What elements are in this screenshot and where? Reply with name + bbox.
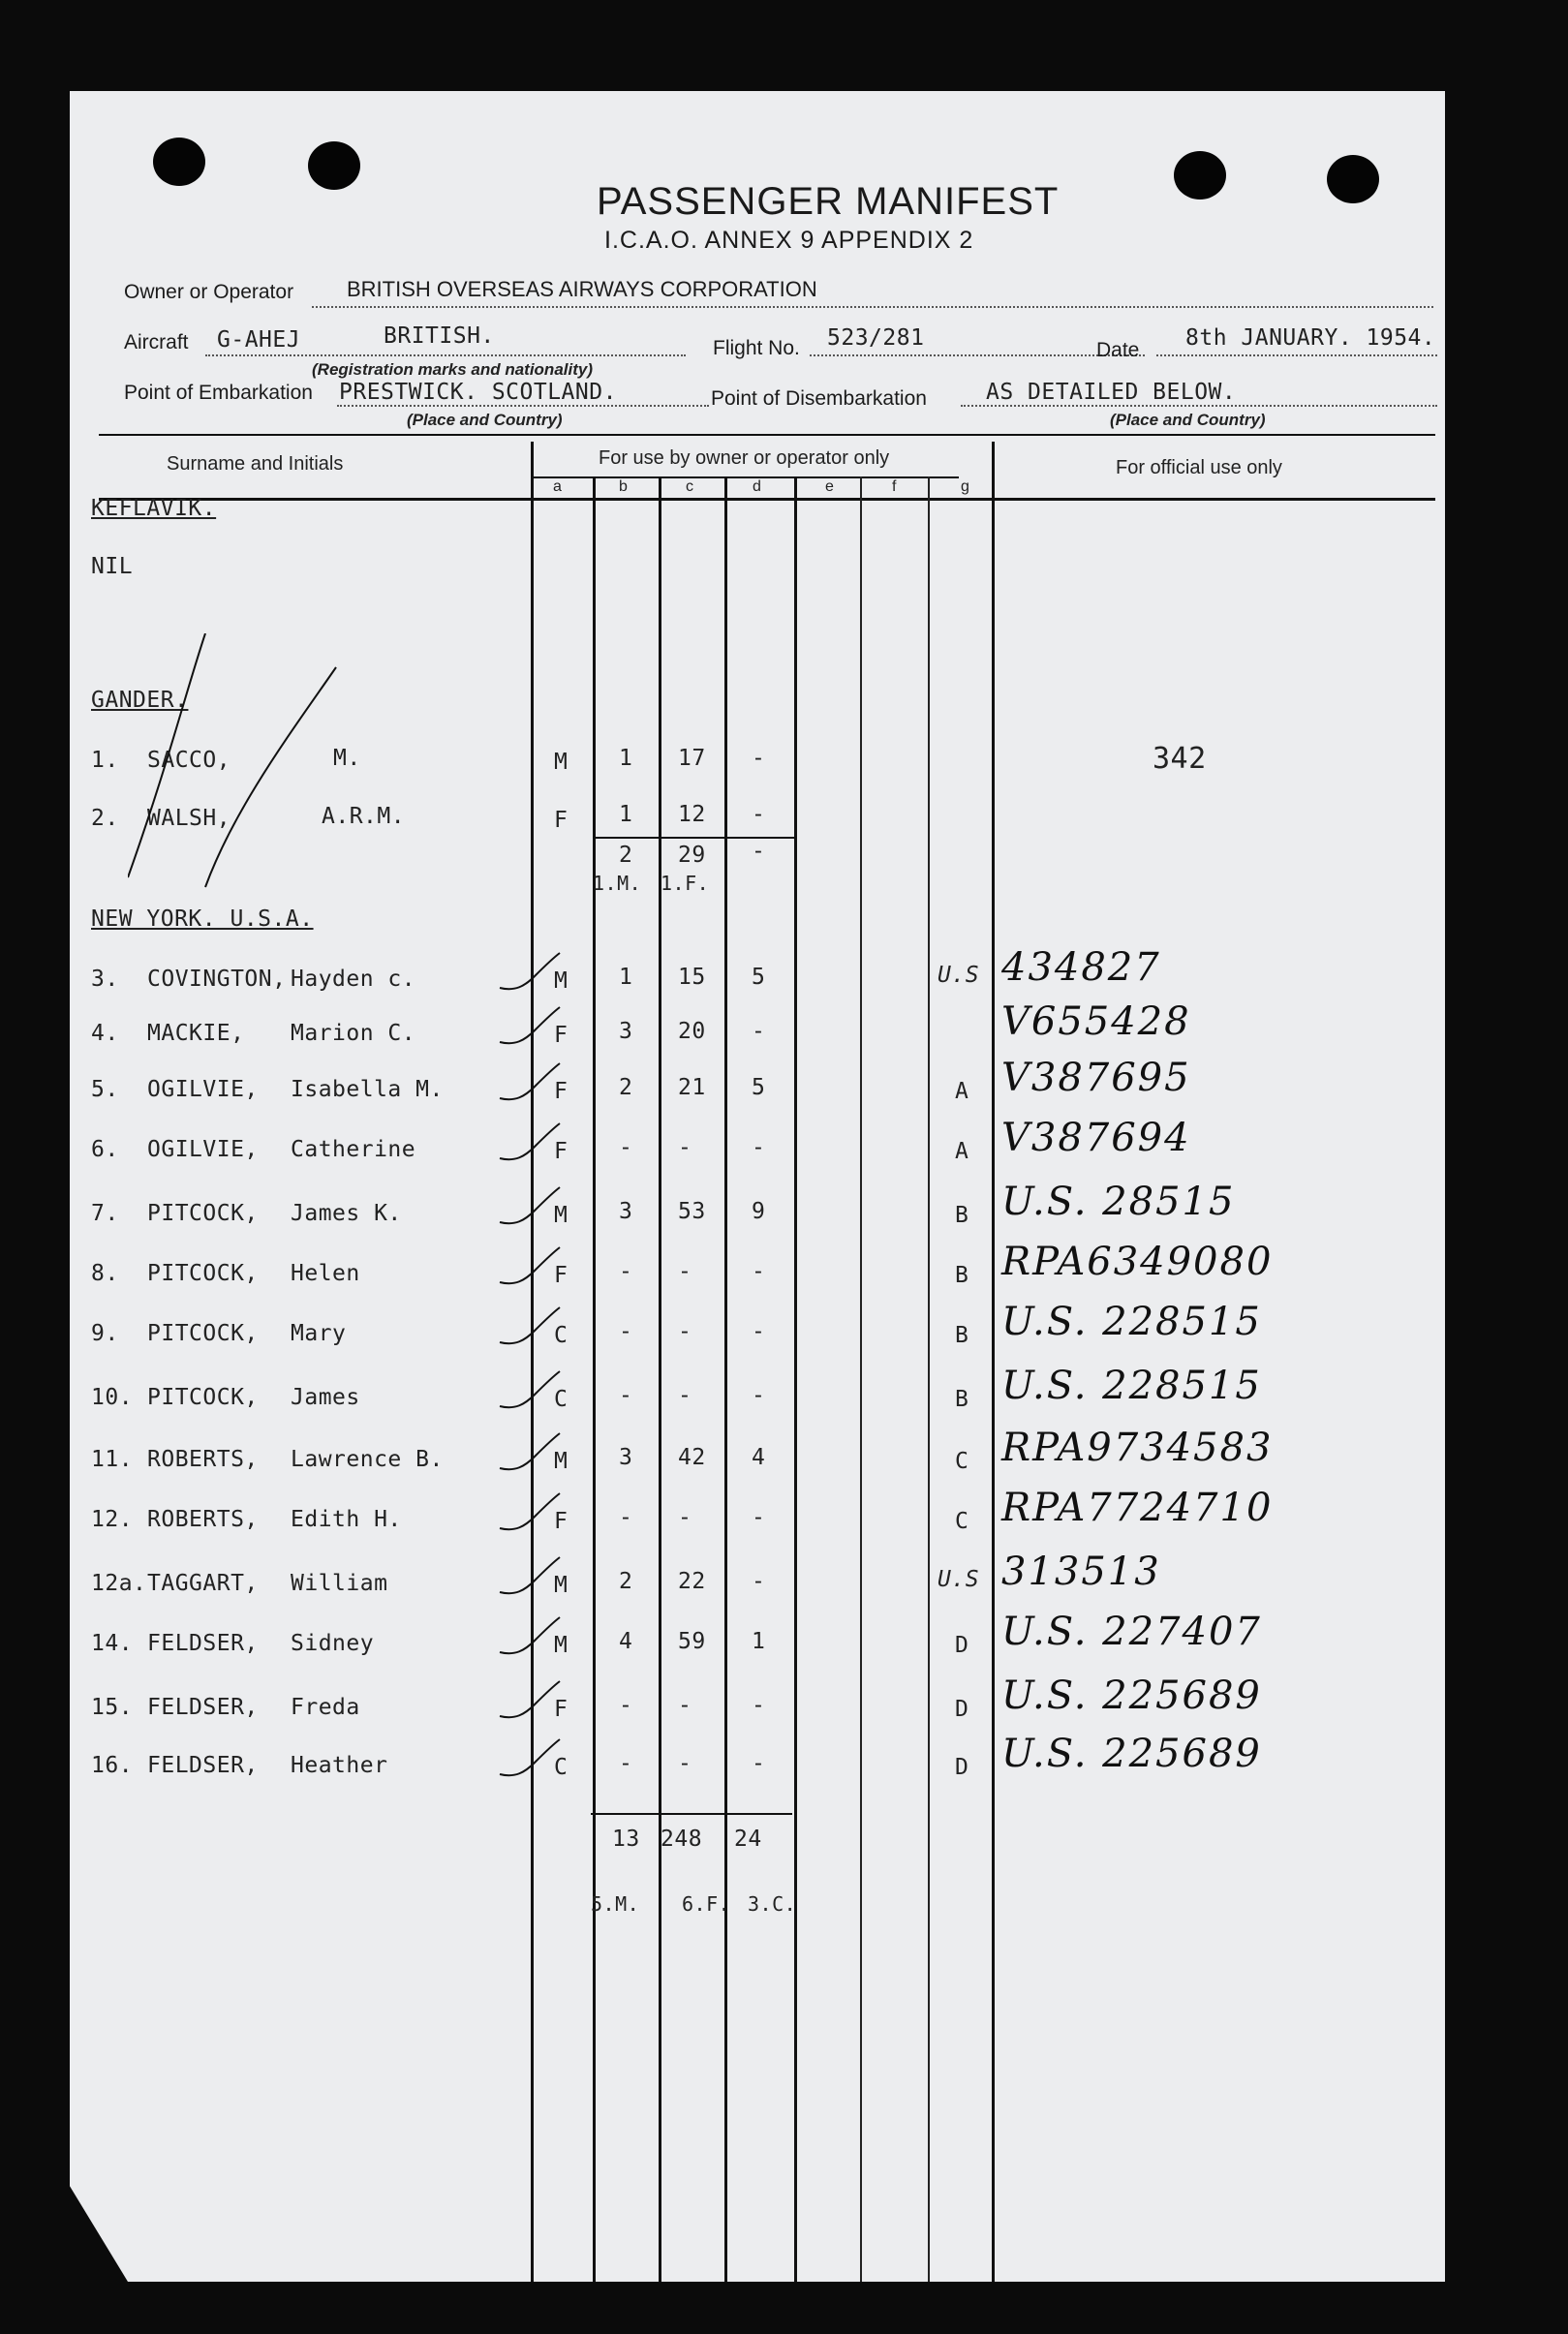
row-col-c: 53 [678, 1199, 706, 1224]
row-initials: Helen [291, 1261, 360, 1286]
row-col-d: - [752, 802, 766, 827]
check-mark-icon [496, 1003, 564, 1052]
row-col-g: C [955, 1449, 969, 1474]
section-gander: GANDER. [91, 688, 189, 713]
check-mark-icon [496, 1120, 564, 1168]
row-col-b: 1 [619, 965, 633, 990]
row-official-prefix: U.S [938, 1567, 980, 1592]
check-mark-icon [496, 1367, 564, 1416]
row-initials: William [291, 1571, 388, 1596]
row-col-b: 3 [619, 1019, 633, 1044]
check-mark-icon [496, 1677, 564, 1726]
row-col-a: C [554, 1323, 569, 1348]
row-col-a: F [554, 1139, 569, 1164]
row-initials: James [291, 1385, 360, 1410]
row-col-g: B [955, 1263, 969, 1288]
check-mark-icon [496, 1735, 564, 1784]
date-underline [1156, 354, 1437, 356]
row-official-number: U.S. 225689 [1001, 1674, 1262, 1718]
row-number: 6. [91, 1137, 119, 1162]
row-col-g: C [955, 1509, 969, 1534]
embark-value: PRESTWICK. SCOTLAND. [339, 380, 617, 405]
surname-column-header: Surname and Initials [167, 453, 344, 475]
column-divider-d [794, 476, 797, 2282]
row-col-c: 17 [678, 746, 706, 771]
row-official-number: V387695 [1001, 1056, 1191, 1100]
row-col-b: - [619, 1693, 633, 1718]
row-col-d: 4 [752, 1445, 766, 1470]
row-col-c: - [678, 1383, 692, 1408]
punch-hole [308, 141, 360, 190]
row-number: 11. [91, 1447, 134, 1472]
row-surname: FELDSER, [147, 1753, 259, 1778]
col-letter-a: a [553, 478, 562, 495]
column-divider-e [860, 476, 862, 2282]
section-keflavik: KEFLAVIK. [91, 496, 217, 521]
gander-summary-f: 1.F. [661, 872, 710, 895]
aircraft-label: Aircraft [124, 331, 189, 353]
row-initials: Sidney [291, 1631, 375, 1656]
row-col-d: - [752, 1019, 766, 1044]
row-number: 16. [91, 1753, 134, 1778]
row-number: 1. [91, 748, 119, 773]
column-divider-f [928, 476, 930, 2282]
row-surname: PITCOCK, [147, 1321, 259, 1346]
row-col-c: 22 [678, 1569, 706, 1594]
row-col-d: - [752, 1505, 766, 1530]
row-col-c: 59 [678, 1629, 706, 1654]
row-col-d: 9 [752, 1199, 766, 1224]
column-divider-a [593, 476, 596, 2282]
row-col-d: - [752, 1693, 766, 1718]
row-col-d: - [752, 1319, 766, 1344]
row-number: 8. [91, 1261, 119, 1286]
row-surname: OGILVIE, [147, 1137, 259, 1162]
row-col-b: 2 [619, 1569, 633, 1594]
row-official-number: 313513 [1001, 1550, 1161, 1594]
flight-underline [810, 354, 1145, 356]
row-surname: ROBERTS, [147, 1507, 259, 1532]
owner-label: Owner or Operator [124, 281, 294, 303]
aircraft-value: G-AHEJ [217, 327, 301, 353]
row-initials: Lawrence B. [291, 1447, 444, 1472]
check-mark-icon [496, 1060, 564, 1108]
place-note-right: (Place and Country) [1110, 411, 1266, 429]
row-initials: Hayden c. [291, 967, 416, 992]
col-letter-d: d [753, 478, 761, 495]
row-number: 5. [91, 1077, 119, 1102]
row-col-c: 12 [678, 802, 706, 827]
row-col-b: 1 [619, 746, 633, 771]
row-col-b: - [619, 1319, 633, 1344]
date-label: Date [1096, 339, 1140, 361]
row-col-a: C [554, 1755, 569, 1780]
row-surname: PITCOCK, [147, 1201, 259, 1226]
row-number: 9. [91, 1321, 119, 1346]
row-col-c: - [678, 1319, 692, 1344]
row-col-b: - [619, 1259, 633, 1284]
check-mark-icon [496, 1183, 564, 1232]
row-official-number: U.S. 28515 [1001, 1180, 1236, 1224]
row-col-g: B [955, 1387, 969, 1412]
section-keflavik-nil: NIL [91, 554, 134, 579]
row-col-b: - [619, 1751, 633, 1776]
table-header-rule [99, 498, 1435, 501]
row-col-g: A [955, 1079, 969, 1104]
row-number: 2. [91, 806, 119, 831]
row-col-b: - [619, 1135, 633, 1160]
row-col-a: F [554, 1079, 569, 1104]
ny-summary-f: 6.F. [682, 1892, 731, 1916]
row-number: 3. [91, 967, 119, 992]
row-col-a: F [554, 1023, 569, 1048]
disembark-value: AS DETAILED BELOW. [986, 380, 1237, 405]
row-col-d: - [752, 1259, 766, 1284]
row-col-c: 21 [678, 1075, 706, 1100]
row-col-g: D [955, 1755, 969, 1780]
row-col-d: - [752, 1135, 766, 1160]
row-official-number: U.S. 225689 [1001, 1732, 1262, 1776]
check-mark-icon [496, 1489, 564, 1538]
row-col-g: B [955, 1323, 969, 1348]
row-surname: SACCO, [147, 748, 231, 773]
row-number: 12a. [91, 1571, 147, 1596]
embark-label: Point of Embarkation [124, 382, 313, 404]
row-col-a: M [554, 1449, 569, 1474]
row-surname: ROBERTS, [147, 1447, 259, 1472]
table-top-rule [99, 434, 1435, 436]
row-col-c: - [678, 1693, 692, 1718]
row-official-number: RPA9734583 [1001, 1426, 1274, 1470]
registration-note: (Registration marks and nationality) [312, 360, 593, 379]
ny-total-d: 24 [734, 1827, 762, 1852]
row-col-g: D [955, 1633, 969, 1658]
row-col-c: 20 [678, 1019, 706, 1044]
row-col-b: 3 [619, 1445, 633, 1470]
row-surname: OGILVIE, [147, 1077, 259, 1102]
row-col-g: A [955, 1139, 969, 1164]
check-mark-icon [496, 949, 564, 998]
row-initials: Heather [291, 1753, 388, 1778]
ny-total-b: 13 [612, 1827, 640, 1852]
row-col-c: - [678, 1505, 692, 1530]
row-surname: TAGGART, [147, 1571, 259, 1596]
embark-underline [337, 405, 709, 407]
flight-label: Flight No. [713, 337, 800, 359]
row-surname: MACKIE, [147, 1021, 245, 1046]
column-divider-c [724, 476, 727, 2282]
row-initials: James K. [291, 1201, 402, 1226]
ny-summary-c: 3.C. [748, 1892, 797, 1916]
disembark-underline [961, 405, 1437, 407]
row-official-number: U.S. 228515 [1001, 1364, 1262, 1408]
row-col-c: - [678, 1135, 692, 1160]
aircraft-underline [205, 354, 686, 356]
row-col-a: M [554, 750, 569, 775]
check-mark-icon [496, 1244, 564, 1292]
aircraft-nationality: BRITISH. [384, 323, 495, 349]
disembark-label: Point of Disembarkation [711, 387, 927, 410]
ny-total-c: 248 [661, 1827, 703, 1852]
check-mark-icon [496, 1553, 564, 1602]
punch-hole [153, 138, 205, 186]
check-mark-icon [496, 1304, 564, 1352]
row-number: 7. [91, 1201, 119, 1226]
column-divider-g [992, 442, 995, 2282]
row-col-d: - [752, 746, 766, 771]
row-number: 15. [91, 1695, 134, 1720]
row-col-a: F [554, 1509, 569, 1534]
owner-value: BRITISH OVERSEAS AIRWAYS CORPORATION [347, 277, 817, 301]
row-col-a: M [554, 1203, 569, 1228]
row-col-a: C [554, 1387, 569, 1412]
row-number: 4. [91, 1021, 119, 1046]
row-col-g: D [955, 1697, 969, 1722]
row-number: 10. [91, 1385, 134, 1410]
page-title: PASSENGER MANIFEST [597, 180, 1060, 223]
gander-total-b: 2 [619, 843, 633, 868]
row-col-b: 3 [619, 1199, 633, 1224]
flight-value: 523/281 [827, 325, 925, 351]
operator-column-header: For use by owner or operator only [599, 447, 890, 469]
row-official-number: RPA6349080 [1001, 1240, 1274, 1284]
gander-summary-m: 1.M. [593, 872, 642, 895]
row-initials: Isabella M. [291, 1077, 444, 1102]
row-col-d: 5 [752, 1075, 766, 1100]
row-official-number: RPA7724710 [1001, 1486, 1274, 1530]
check-mark-icon [496, 1613, 564, 1662]
row-surname: WALSH, [147, 806, 231, 831]
row-col-d: - [752, 1569, 766, 1594]
col-letter-f: f [892, 478, 897, 495]
row-col-a: F [554, 1697, 569, 1722]
row-col-a: F [554, 808, 569, 833]
row-official-prefix: U.S [938, 963, 980, 988]
row-number: 14. [91, 1631, 134, 1656]
row-col-a: M [554, 968, 569, 994]
row-number: 12. [91, 1507, 134, 1532]
row-surname: COVINGTON, [147, 967, 287, 992]
gander-total-c: 29 [678, 843, 706, 868]
manifest-page [70, 91, 1445, 2282]
section-newyork: NEW YORK. U.S.A. [91, 906, 314, 932]
row-col-d: - [752, 1383, 766, 1408]
gander-total-d: - [752, 839, 766, 864]
row-surname: FELDSER, [147, 1695, 259, 1720]
row-official-number: V387694 [1001, 1116, 1191, 1160]
col-letter-b: b [619, 478, 628, 495]
row-surname: PITCOCK, [147, 1385, 259, 1410]
row-col-b: - [619, 1505, 633, 1530]
check-mark-icon [496, 1429, 564, 1478]
row-initials: Catherine [291, 1137, 416, 1162]
row-surname: FELDSER, [147, 1631, 259, 1656]
row-col-b: 2 [619, 1075, 633, 1100]
row-col-a: M [554, 1633, 569, 1658]
row-official-number: U.S. 228515 [1001, 1300, 1262, 1344]
punch-hole [1174, 151, 1226, 200]
date-value: 8th JANUARY. 1954. [1185, 325, 1436, 351]
owner-underline [312, 306, 1433, 308]
strikeout-mark [128, 633, 341, 943]
row-official-number: U.S. 227407 [1001, 1610, 1262, 1654]
row-col-b: 1 [619, 802, 633, 827]
row-initials: A.R.M. [322, 804, 406, 829]
row-official-number: 434827 [1001, 945, 1161, 990]
col-letter-g: g [961, 478, 969, 495]
row-col-d: - [752, 1751, 766, 1776]
folded-corner [68, 2183, 128, 2282]
row-col-b: 4 [619, 1629, 633, 1654]
col-letter-c: c [686, 478, 693, 495]
row-col-c: 42 [678, 1445, 706, 1470]
ny-summary-m: 5.M. [591, 1892, 640, 1916]
row-col-c: 15 [678, 965, 706, 990]
row-col-d: 1 [752, 1629, 766, 1654]
row-col-c: - [678, 1259, 692, 1284]
row-col-b: - [619, 1383, 633, 1408]
row-initials: Edith H. [291, 1507, 402, 1532]
col-letter-e: e [825, 478, 834, 495]
row-col-g: B [955, 1203, 969, 1228]
page-subtitle: I.C.A.O. ANNEX 9 APPENDIX 2 [604, 227, 974, 254]
row-surname: PITCOCK, [147, 1261, 259, 1286]
column-divider-surname [531, 442, 534, 2282]
official-column-header: For official use only [1116, 457, 1282, 478]
row-initials: Mary [291, 1321, 347, 1346]
column-divider-b [659, 476, 661, 2282]
row-col-a: F [554, 1263, 569, 1288]
row-official-number: 342 [1153, 742, 1207, 776]
row-initials: Marion C. [291, 1021, 416, 1046]
row-official-number: V655428 [1001, 999, 1191, 1044]
row-initials: M. [333, 746, 361, 771]
ny-total-rule [591, 1813, 792, 1815]
row-col-c: - [678, 1751, 692, 1776]
place-note-left: (Place and Country) [407, 411, 563, 429]
row-col-a: M [554, 1573, 569, 1598]
row-col-d: 5 [752, 965, 766, 990]
row-initials: Freda [291, 1695, 360, 1720]
punch-hole [1327, 155, 1379, 203]
